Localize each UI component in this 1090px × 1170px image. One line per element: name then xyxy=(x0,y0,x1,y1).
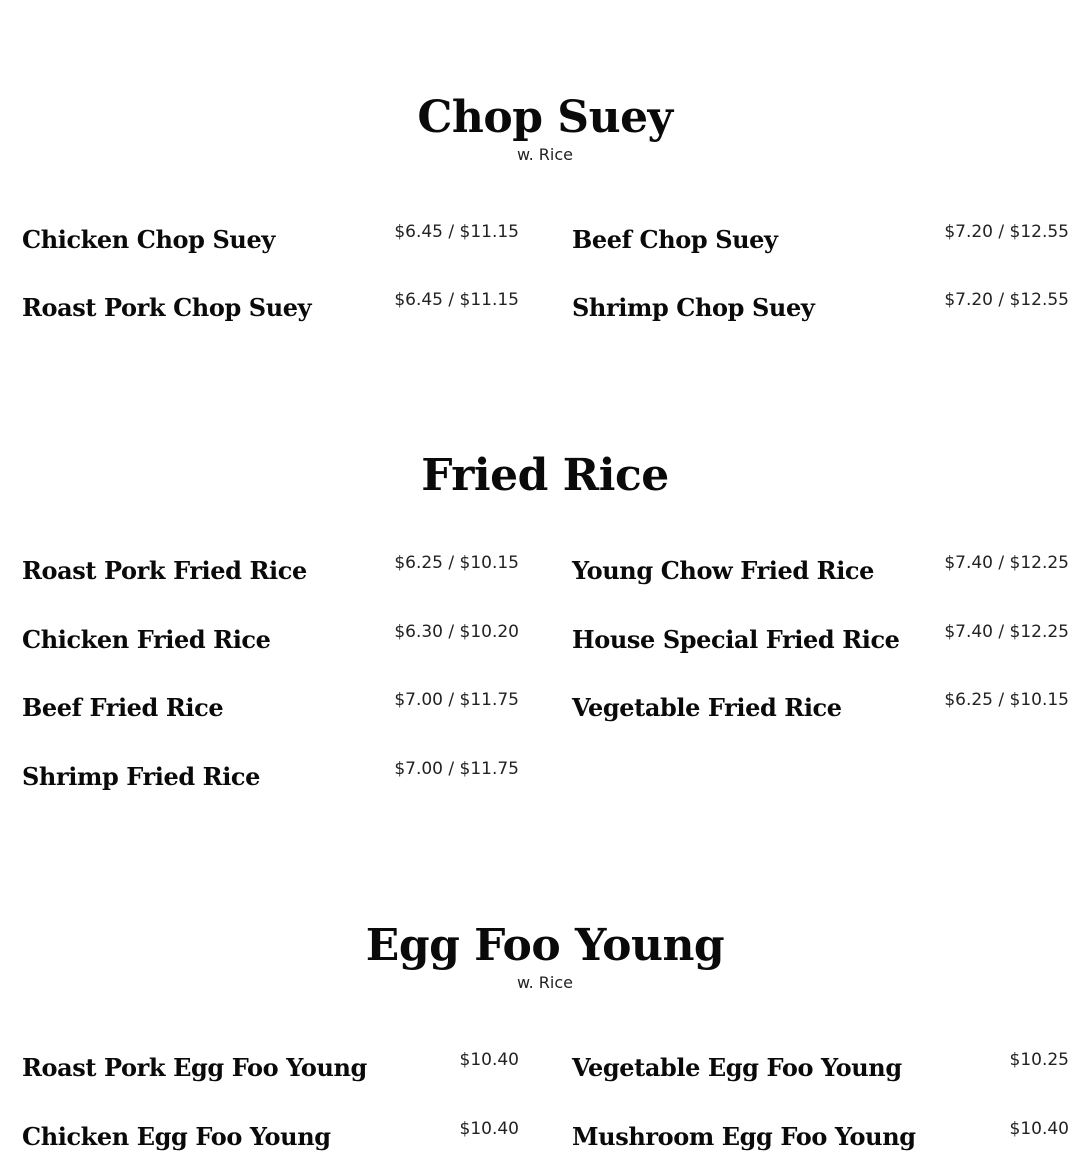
section-subtitle-chop-suey: w. Rice xyxy=(517,145,573,164)
menu-item-name: Shrimp Fried Rice xyxy=(22,762,261,791)
menu-item-price: $6.25 / $10.15 xyxy=(394,553,519,573)
menu-item-price: $7.00 / $11.75 xyxy=(394,759,519,779)
menu-item-price: $6.45 / $11.15 xyxy=(394,290,519,310)
menu-item-name: Beef Chop Suey xyxy=(572,225,778,254)
menu-item xyxy=(572,222,1069,265)
menu-item-price: $6.25 / $10.15 xyxy=(944,690,1069,710)
menu-item-price: $10.40 xyxy=(1009,1119,1069,1139)
menu-item-name: Chicken Chop Suey xyxy=(22,225,275,254)
menu-item-price: $7.40 / $12.25 xyxy=(944,553,1069,573)
menu-item-price: $6.45 / $11.15 xyxy=(394,222,519,242)
menu-item xyxy=(22,1050,519,1093)
menu-item-price: $7.00 / $11.75 xyxy=(394,690,519,710)
menu-item-name: Chicken Fried Rice xyxy=(22,625,271,654)
menu-item xyxy=(572,1050,1069,1093)
menu-item-price: $10.40 xyxy=(459,1050,519,1070)
menu-item-price: $7.40 / $12.25 xyxy=(944,622,1069,642)
menu-item-name: Shrimp Chop Suey xyxy=(572,293,815,322)
section-title-fried-rice: Fried Rice xyxy=(421,450,669,501)
section-subtitle-egg-foo-young: w. Rice xyxy=(517,973,573,992)
menu-item-price: $10.25 xyxy=(1009,1050,1069,1070)
menu-item xyxy=(22,622,519,665)
menu-item xyxy=(22,690,519,733)
menu-item xyxy=(572,553,1069,596)
menu-item xyxy=(22,290,519,333)
menu-item-name: Vegetable Fried Rice xyxy=(572,693,842,722)
menu-item-name: Roast Pork Egg Foo Young xyxy=(22,1053,367,1082)
menu-item-price: $10.40 xyxy=(459,1119,519,1139)
menu-item-name: Roast Pork Chop Suey xyxy=(22,293,312,322)
menu-item-name: Roast Pork Fried Rice xyxy=(22,556,307,585)
menu-item-name: Chicken Egg Foo Young xyxy=(22,1122,331,1151)
menu-item xyxy=(572,690,1069,733)
menu-item xyxy=(572,622,1069,665)
section-title-chop-suey: Chop Suey xyxy=(417,92,673,143)
menu-item xyxy=(572,1119,1069,1162)
menu-item xyxy=(22,759,519,802)
menu-item-name: House Special Fried Rice xyxy=(572,625,900,654)
menu-item-name: Vegetable Egg Foo Young xyxy=(572,1053,902,1082)
menu-item xyxy=(572,290,1069,333)
menu-item xyxy=(22,1119,519,1162)
menu-item-price: $7.20 / $12.55 xyxy=(944,290,1069,310)
menu-item-name: Beef Fried Rice xyxy=(22,693,224,722)
menu-item xyxy=(22,553,519,596)
menu-item-name: Mushroom Egg Foo Young xyxy=(572,1122,916,1151)
menu-item-name: Young Chow Fried Rice xyxy=(572,556,874,585)
section-title-egg-foo-young: Egg Foo Young xyxy=(365,920,725,971)
menu-item-price: $7.20 / $12.55 xyxy=(944,222,1069,242)
menu-item xyxy=(22,222,519,265)
menu-item-price: $6.30 / $10.20 xyxy=(394,622,519,642)
